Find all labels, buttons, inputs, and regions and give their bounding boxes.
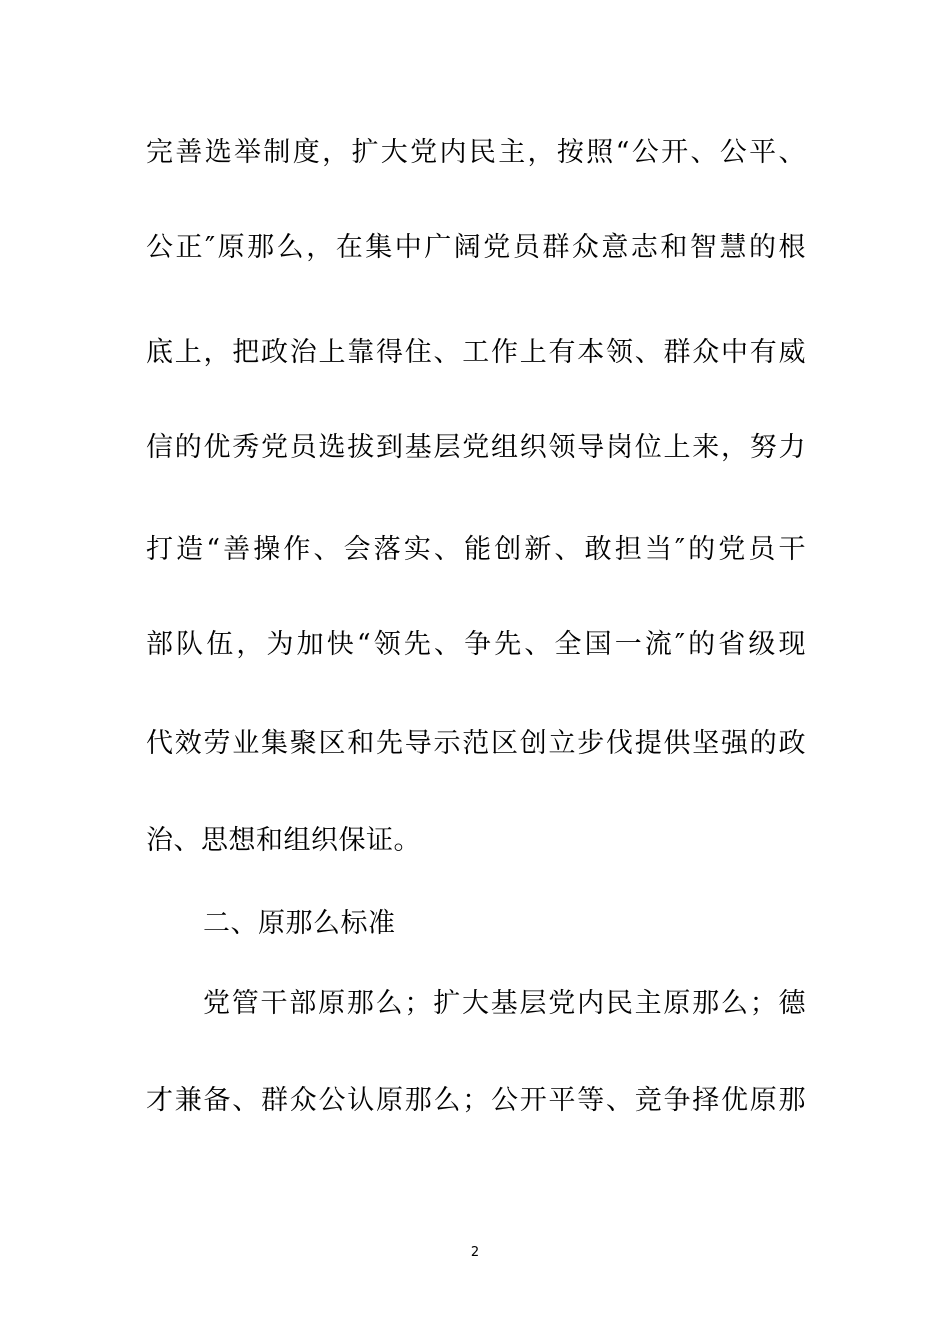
body-line-7: 代效劳业集聚区和先导示范区创立步伐提供坚强的政: [146, 728, 806, 759]
body-line-10: 才兼备、群众公认原那么；公开平等、竞争择优原那: [146, 1085, 806, 1116]
body-line-1: 完善选举制度，扩大党内民主，按照“公开、公平、: [146, 137, 806, 168]
section-heading: 二、原那么标准: [203, 908, 396, 939]
body-line-8: 治、思想和组织保证。: [146, 825, 421, 856]
body-line-9: 党管干部原那么；扩大基层党内民主原那么；德: [203, 988, 806, 1019]
body-line-5: 打造“善操作、会落实、能创新、敢担当″的党员干: [146, 534, 806, 565]
body-line-2: 公正″原那么，在集中广阔党员群众意志和智慧的根: [146, 232, 806, 263]
body-line-4: 信的优秀党员选拔到基层党组织领导岗位上来，努力: [146, 432, 806, 463]
body-line-3: 底上，把政治上靠得住、工作上有本领、群众中有威: [146, 337, 806, 368]
body-line-6: 部队伍，为加快“领先、争先、全国一流″的省级现: [146, 629, 806, 660]
page-number: 2: [470, 1245, 480, 1260]
